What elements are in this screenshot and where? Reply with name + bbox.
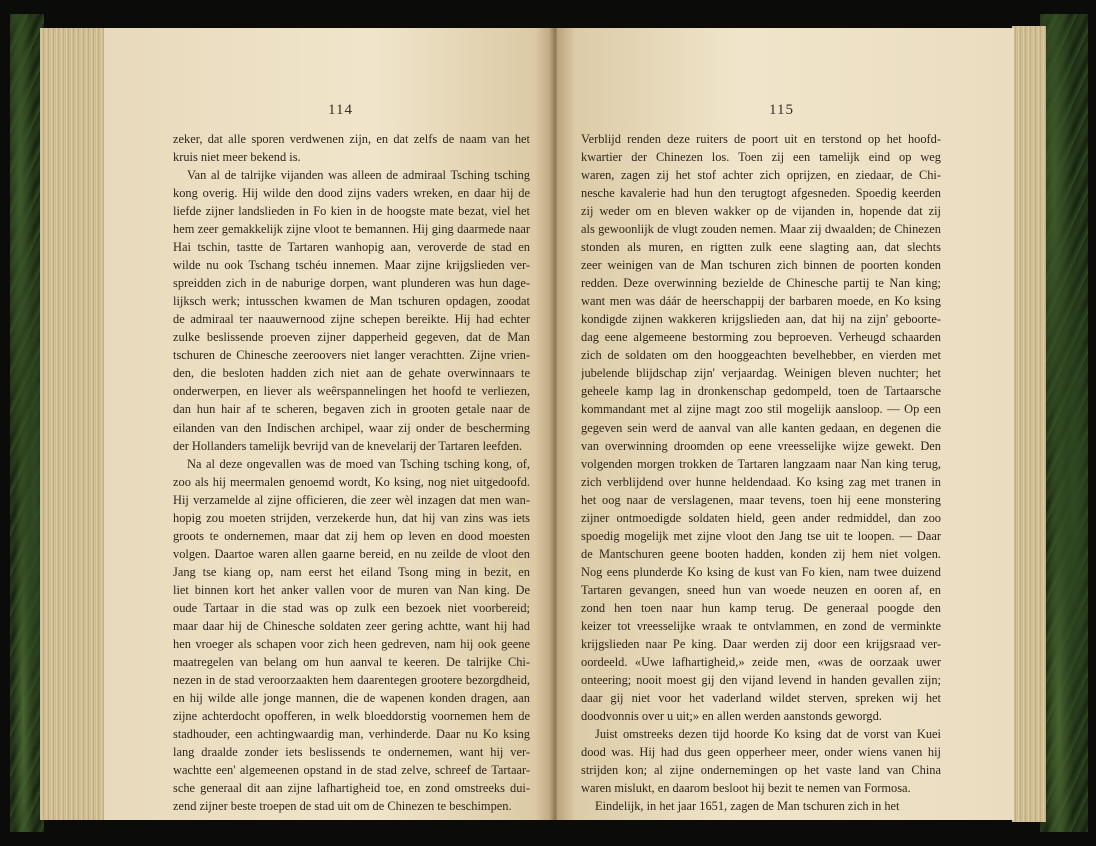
page-number: 115 bbox=[769, 102, 794, 118]
text-line: Tartaren gevangen, sneed hun van woede neuzen en ooren af, en bbox=[581, 582, 941, 597]
marbled-cover-left bbox=[10, 14, 44, 832]
right-page bbox=[557, 28, 1014, 820]
text-line: waren mislukt, en daarom besloot hij bezit te nemen van Formosa. bbox=[581, 781, 911, 796]
text-line: liefde zijner landslieden in Fo kien in de hoogste mate bezat, viel het bbox=[173, 204, 530, 219]
text-line: lijksch werk; intusschen kwamen de Man tschuren opdagen, zoodat bbox=[173, 294, 530, 309]
page-edges-left bbox=[40, 28, 106, 820]
text-line: zich de soldaten om den hooggeachten bevelhebber, en vierden met bbox=[581, 348, 941, 363]
text-line: kruis niet meer bekend is. bbox=[173, 150, 301, 165]
text-line: de Mantschuren geene booten hadden, konden zij hem niet volgen. bbox=[581, 546, 941, 561]
text-line: keizer tot vreesselijke wraak te ontvlammen, en zond de verminkte bbox=[581, 618, 941, 633]
text-line: den, die besloten hadden zich niet aan de gehate overwinnaars te bbox=[173, 366, 530, 381]
text-line: daar gij niet voor het vaderland wildet sterven, spreken wij het bbox=[581, 690, 941, 705]
text-line: onteering; nooit moest gij den vijand levend in handen gevallen zijn; bbox=[581, 672, 941, 687]
text-line: zoo als hij meermalen genoemd wordt, Ko ksing, nog niet uitgedoofd. bbox=[173, 474, 530, 489]
text-line: der Hollanders tamelijk bevrijd van de knevelarij der Tartaren leefden. bbox=[173, 438, 523, 453]
text-line: tschuren de Chinesche zeeroovers niet langer verachtten. Zijne vrien- bbox=[173, 348, 530, 363]
text-line: jubelende blijdschap zijn' verjaardag. Weinigen bleven nuchter; het bbox=[581, 366, 941, 381]
text-line: maatregelen van belang om hun aanval te keeren. De talrijke Chi- bbox=[173, 654, 530, 669]
text-line: kommandant met al zijne magt zoo stil mogelijk aansloop. — Op een bbox=[581, 402, 941, 417]
text-line: Eindelijk, in het jaar 1651, zagen de Man tschuren zich in het bbox=[595, 799, 900, 814]
text-line: spoedig mogelijk met zijne vloot den Jang tse uit te loopen. — Daar bbox=[581, 528, 941, 543]
text-line: gegeven sein werd de aanval van alle kanten gedaan, en degenen die bbox=[581, 420, 941, 435]
text-line: zijner ontmoedigde soldaten hield, geen ander redmiddel, dan zoo bbox=[581, 510, 941, 525]
text-line: hem zeer gemakkelijk zijne vloot te bemannen. Hij ging daarmede naar bbox=[173, 222, 530, 237]
text-line: kondigde zijnen wakkeren krijgslieden aan, dat hij na zijn' geboorte- bbox=[581, 312, 941, 327]
text-line: onderwerpen, en liever als weêrspannelingen het hoofd te verliezen, bbox=[173, 384, 530, 399]
text-line: maar daar hij de Chinesche soldaten zeer gering achtte, want hij had bbox=[173, 618, 530, 633]
text-line: wilde nu ook Tschang tschéu innemen. Maar zijne krijgslieden ver- bbox=[173, 258, 530, 273]
text-line: liet binnen kort het anker vallen voor de muren van Nan king. De bbox=[173, 582, 530, 597]
text-line: hen vroeger als schapen voor zich heen gedreven, nam hij ook geene bbox=[173, 636, 530, 651]
text-line: eilanden van den Indischen archipel, waar zij onder de bescherming bbox=[173, 420, 530, 435]
text-line: Nog eens plunderde Ko ksing de kust van Fo kien, nam twee duizend bbox=[581, 564, 941, 579]
page-number: 114 bbox=[328, 102, 353, 118]
text-line: oude Tartaar in die stad was op zulk een bezoek niet voorbereid; bbox=[173, 600, 530, 615]
text-line: want men was dáár de heerschappij der barbaren moede, en Ko ksing bbox=[581, 294, 941, 309]
text-line: lang draalde zonder iets beslissends te ondernemen, want hij ver- bbox=[173, 745, 530, 760]
text-line: groots te ondernemen, maar dat zij hem op leven en dood moesten bbox=[173, 528, 530, 543]
text-line: het oog naar de verslagenen, maar tevens, toen hij eene monstering bbox=[581, 492, 941, 507]
text-line: volgenden morgen trokken de Tartaren langzaam naar Nan king terug, bbox=[581, 456, 941, 471]
page-text-block bbox=[581, 130, 941, 815]
text-line: volgen. Daartoe waren allen gaarne bereid, en nu zeilde de vloot den bbox=[173, 546, 530, 561]
text-line: zeer weinigen van de Man tschuren zich binnen de poorten konden bbox=[581, 258, 941, 273]
text-line: nesche kavalerie had hun den terugtogt afgesneden. Spoedig keerden bbox=[581, 186, 941, 201]
text-line: Juist omstreeks dezen tijd hoorde Ko ksing dat de vorst van Kuei bbox=[595, 727, 941, 742]
text-line: en hij wilde alle jonge mannen, die de wapenen konden dragen, aan bbox=[173, 690, 530, 705]
text-line: zend zijner beste troepen de stad uit om de Chinezen te beschimpen. bbox=[173, 799, 512, 814]
text-line: als gewoonlijk de vlugt zouden nemen. Maar zij dwaalden; de Chinezen bbox=[581, 222, 941, 237]
text-line: Hij verzamelde al zijne officieren, die zeer wèl inzagen dat men wan- bbox=[173, 492, 530, 507]
text-line: oordeeld. «Uwe lafhartigheid,» zeide men, «was de oorzaak uwer bbox=[581, 654, 941, 669]
text-line: stadhouder, een achtingwaardig man, verhinderde. Daar nu Ko ksing bbox=[173, 727, 530, 742]
text-line: sche generaal dit aan zijne lafhartigheid toe, en zond omstreeks dui- bbox=[173, 781, 530, 796]
text-line: hopig zou moeten strijden, verzekerde hun, dat hij van zins was iets bbox=[173, 510, 530, 525]
text-line: zulke beslissende proeven zijner dapperheid gegeven, dat de Man bbox=[173, 330, 530, 345]
text-line: zeker, dat alle sporen verdwenen zijn, en dat zelfs de naam van het bbox=[173, 132, 530, 146]
text-line: dood was. Hij had dus geen opperheer meer, onder wiens vanen hij bbox=[581, 745, 941, 760]
page-text-block bbox=[173, 130, 530, 815]
text-line: van overwinning droomden op eene vreesselijke wijze gewekt. Den bbox=[581, 438, 941, 453]
text-line: Verblijd renden deze ruiters de poort uit en terstond op het hoofd- bbox=[581, 132, 941, 146]
text-line: stonden als muren, en rigtten zulk eene slagting aan, dat slechts bbox=[581, 240, 941, 255]
text-line: geheele kamp lag in dronkenschap gedompeld, toen de Tartaarsche bbox=[581, 384, 941, 399]
text-line: zich verblijdend over hunne heldendaad. Ko ksing zag met tranen in bbox=[581, 474, 941, 489]
text-line: dan hun hair af te scheren, begaven zich in grooten getale naar de bbox=[173, 402, 530, 417]
text-line: redden. Deze overwinning bezielde de Chinesche partij te Nan king; bbox=[581, 276, 941, 291]
text-line: kwartier der Chinezen los. Toen zij een tamelijk eind op weg bbox=[581, 150, 941, 165]
text-line: doodvonnis over u uit;» en allen werden aanstonds geworgd. bbox=[581, 709, 882, 723]
text-line: Na al deze ongevallen was de moed van Tsching tsching kong, of, bbox=[187, 456, 530, 471]
marbled-cover-right bbox=[1040, 14, 1088, 832]
text-line: nezen in de stad veroorzaakten hem daarentegen grootere bezorgdheid, bbox=[173, 672, 530, 687]
text-line: spreidden zich in de naburige dorpen, want plunderen was hun dage- bbox=[173, 276, 530, 291]
text-line: wachtte een' algemeenen opstand in de stad zelve, schreef de Tartaar- bbox=[173, 763, 530, 778]
text-line: dag eene algemeene bestorming zou beproeven. Verheugd schaarden bbox=[581, 330, 941, 345]
page-edges-right bbox=[1012, 26, 1046, 822]
text-line: kong overig. Hij wilde den dood zijns vaders wreken, en daar hij de bbox=[173, 186, 530, 201]
text-line: waren, zagen zij het stof achter zich oprijzen, en ziedaar, de Chi- bbox=[581, 168, 941, 183]
left-page bbox=[104, 28, 553, 820]
text-line: zij weder om en bleven wakker op de vijanden in, hopende dat zij bbox=[581, 204, 941, 219]
text-line: de admiraal ter naauwernood zijne schepen bereikte. Hij had echter bbox=[173, 312, 530, 327]
text-line: krijgslieden naar Pe king. Daar werden zij door een krijgsraad ver- bbox=[581, 636, 941, 651]
text-line: strijden kon; al zijne ondernemingen op het vaste land van China bbox=[581, 763, 941, 778]
text-line: Jang tse kiang op, nam eerst het eiland Tsong ming in bezit, en bbox=[173, 564, 530, 579]
text-line: zond hen toen naar hun kamp terug. De generaal poogde den bbox=[581, 600, 941, 615]
text-line: Hai tschin, tastte de Tartaren wanhopig aan, veroverde de stad en bbox=[173, 240, 530, 255]
text-line: Van al de talrijke vijanden was alleen de admiraal Tsching tsching bbox=[187, 168, 530, 183]
text-line: zijne achterdocht opofferen, in welk bloeddorstig voornemen hem de bbox=[173, 709, 530, 723]
